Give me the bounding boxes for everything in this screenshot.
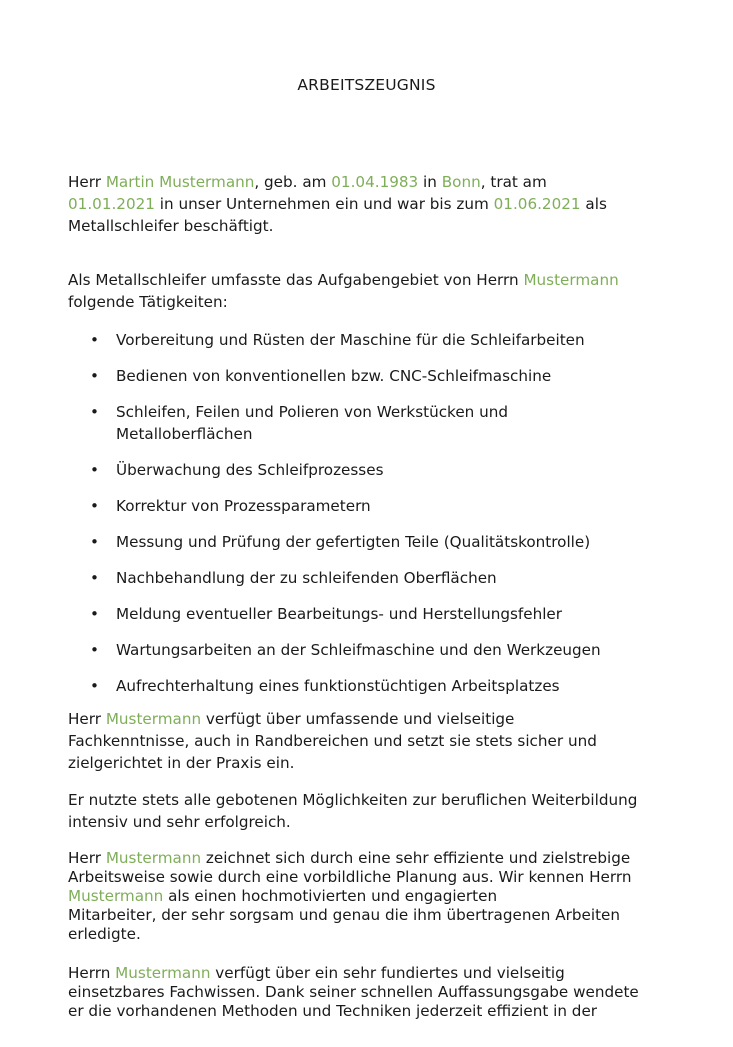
bullet-icon: •	[90, 677, 99, 695]
bullet-icon: •	[90, 533, 99, 551]
bullet-icon: •	[90, 403, 99, 421]
birth-place: Bonn	[441, 173, 481, 191]
duties-list	[68, 329, 678, 697]
list-item: • Vorbereitung und Rüsten der Maschine für die Schleifarbeiten	[90, 331, 585, 349]
bullet-icon: •	[90, 367, 99, 385]
bullet-icon: •	[90, 641, 99, 659]
end-date: 01.06.2021	[493, 195, 581, 213]
birth-date: 01.04.1983	[331, 173, 419, 191]
working-style-paragraph: Herr Mustermann zeichnet sich durch eine sehr effiziente und zielstrebige Arbeitsweise sowie durch eine vorbildliche Planung aus. Wir kennen Herrn Mustermann als einen hochmotivierten und engagierten Mitarbeiter, der sehr sorgsam und genau die ihm übertragenen Arbeiten erledigte.	[68, 849, 632, 943]
bullet-icon: •	[90, 331, 99, 349]
employee-surname: Mustermann	[105, 710, 202, 728]
employee-surname: Mustermann	[105, 849, 202, 867]
bullet-icon: •	[90, 497, 99, 515]
list-item: • Nachbehandlung der zu schleifenden Oberflächen	[90, 569, 497, 587]
list-item: • Bedienen von konventionellen bzw. CNC-Schleifmaschine	[90, 367, 552, 385]
intro-paragraph: Herr Martin Mustermann, geb. am 01.04.1983 in Bonn, trat am 01.01.2021 in unser Unternehmen ein und war bis zum 01.06.2021 als Metallschleifer beschäftigt.	[68, 173, 607, 235]
list-item: • Messung und Prüfung der gefertigten Teile (Qualitätskontrolle)	[90, 533, 591, 551]
list-item: • Aufrechterhaltung eines funktionstüchtigen Arbeitsplatzes	[90, 677, 560, 695]
knowledge-paragraph: Herr Mustermann verfügt über umfassende und vielseitige Fachkenntnisse, auch in Randbereichen und setzt sie stets sicher und zielgerichtet in der Praxis ein.	[68, 710, 597, 772]
list-item: • Schleifen, Feilen und Polieren von Werkstücken und Metalloberflächen	[90, 403, 509, 443]
bullet-icon: •	[90, 569, 99, 587]
bullet-icon: •	[90, 461, 99, 479]
document-title: ARBEITSZEUGNIS	[297, 76, 436, 94]
training-paragraph: Er nutzte stets alle gebotenen Möglichkeiten zur beruflichen Weiterbildung intensiv und sehr erfolgreich.	[68, 791, 638, 831]
list-item: • Wartungsarbeiten an der Schleifmaschine und den Werkzeugen	[90, 641, 601, 659]
start-date: 01.01.2021	[68, 195, 155, 213]
bullet-icon: •	[90, 605, 99, 623]
employee-surname: Mustermann	[115, 964, 211, 982]
list-item: • Überwachung des Schleifprozesses	[90, 461, 384, 479]
employee-name: Martin Mustermann	[105, 173, 255, 191]
duties-intro-paragraph: Als Metallschleifer umfasste das Aufgabengebiet von Herrn Mustermann folgende Tätigkeiten:	[68, 271, 619, 311]
expertise-paragraph: Herrn Mustermann verfügt über ein sehr fundiertes und vielseitig einsetzbares Fachwissen. Dank seiner schnellen Auffassungsgabe wendete er die vorhandenen Methoden und Techniken jederzeit effizient in der	[68, 964, 639, 1020]
list-item: • Korrektur von Prozessparametern	[90, 497, 371, 515]
employee-surname: Mustermann	[523, 271, 619, 289]
list-item: • Meldung eventueller Bearbeitungs- und Herstellungsfehler	[90, 605, 562, 623]
employee-surname: Mustermann	[68, 887, 164, 905]
